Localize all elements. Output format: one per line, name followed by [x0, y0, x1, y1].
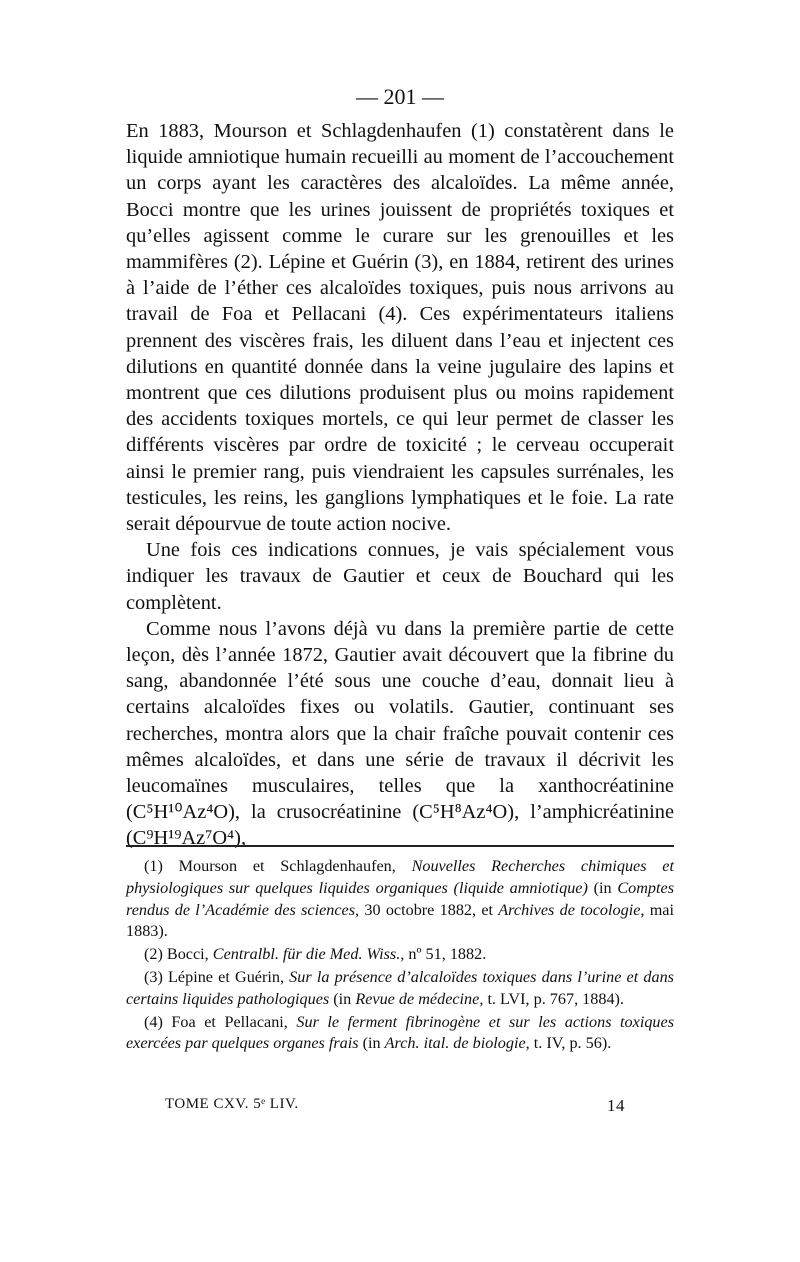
footnote-text: 30 octobre 1882, et — [359, 900, 499, 919]
footnote-divider — [126, 845, 674, 847]
footnote-text: t. LVI, p. 767, 1884). — [483, 989, 624, 1008]
footnote-source: Archives de tocologie, — [498, 900, 645, 919]
footnote-text: t. IV, p. 56). — [529, 1034, 612, 1053]
footnote-text: (in — [587, 878, 618, 897]
footnote-title: Sur le ferment fibrinogène et sur les actions toxiques exercées par quelques organes frais — [126, 1012, 674, 1053]
footnote-4 — [126, 1012, 674, 1056]
footnote-source: Centralbl. für die Med. Wiss., — [212, 945, 405, 964]
paragraph-1: En 1883, Mourson et Schlagdenhaufen (1) constatèrent dans le liquide amniotique humain recueilli au moment de l’accouchement un corps ayant les caractères des alcaloïdes. La même année, Bocci montre que les urines jouissent de propriétés toxiques et qu’elles agissent comme le curare sur les grenouilles et les mammifères (2). Lépine et Guérin (3), en 1884, retirent des urines à l’aide de l’éther ces alcaloïdes toxiques, puis nous arrivons au travail de Foa et Pellacani (4). Ces expérimentateurs italiens prennent des viscères frais, les diluent dans l’eau et injectent ces dilutions en quantité donnée dans la veine jugulaire des lapins et montrent que ces dilutions produisent plus ou moins rapidement des accidents toxiques mortels, ce qui leur permet de classer les différents viscères par ordre de toxicité ; le cerveau occuperait ainsi le premier rang, puis viendraient les capsules surrénales, les testicules, les reins, les ganglions lymphatiques et le foie. La rate serait dépourvue de toute action nocive. — [126, 120, 674, 536]
footnote-text: (4) Foa et Pellacani, — [144, 1012, 297, 1031]
signature-number: 14 — [607, 1096, 625, 1115]
paragraph-3: Comme nous l’avons déjà vu dans la première partie de cette leçon, dès l’année 1872, Gautier avait découvert que la fibrine du sang, abandonnée l’été sous une couche d’eau, donnait lieu à certains alcaloïdes fixes ou volatils. Gautier, continuant ses recherches, montra alors que la chair fraîche pouvait contenir ces mêmes alcaloïdes, et dans une série de travaux il décrivit les leucomaïnes musculaires, telles que la xanthocréatinine (C⁵H¹⁰Az⁴O), la crusocréatinine (C⁵H⁸Az⁴O), l’amphicréatinine (C⁹H¹⁹Az⁷O⁴), — [126, 617, 674, 850]
footnote-text: (3) Lépine et Guérin, — [144, 967, 290, 986]
footnote-source: Comptes rendus de l’Académie des sciences, — [126, 878, 674, 919]
footnote-text: (2) Bocci, — [144, 945, 213, 964]
page-number: — 201 — — [356, 84, 444, 109]
footnote-text: (in — [358, 1034, 385, 1053]
footnote-text: (in — [329, 989, 356, 1008]
footnote-title: Nouvelles Recherches chimiques et physiologiques sur quelques liquides organiques (liquide amniotique) — [126, 857, 674, 897]
footnotes — [126, 856, 674, 1056]
signature-volume: TOME CXV. 5ᵉ LIV. — [165, 1096, 299, 1112]
footnote-text: (1) Mourson et Schlagdenhaufen, — [144, 857, 412, 875]
paragraph-2: Une fois ces indications connues, je vais spécialement vous indiquer les travaux de Gautier et ceux de Bouchard qui les complètent. — [126, 539, 674, 614]
footnote-2 — [126, 944, 674, 966]
footnote-text: nº 51, 1882. — [404, 945, 487, 964]
footnote-1 — [126, 856, 674, 943]
main-text — [126, 118, 674, 852]
signature-line — [165, 1096, 625, 1113]
footnote-text: mai 1883). — [126, 900, 674, 941]
footnote-source: Revue de médecine, — [355, 989, 484, 1008]
footnote-source: Arch. ital. de biologie, — [384, 1034, 530, 1053]
footnote-title: Sur la présence d’alcaloïdes toxiques dans l’urine et dans certains liquides pathologiques — [126, 967, 674, 1008]
footnote-3 — [126, 967, 674, 1011]
